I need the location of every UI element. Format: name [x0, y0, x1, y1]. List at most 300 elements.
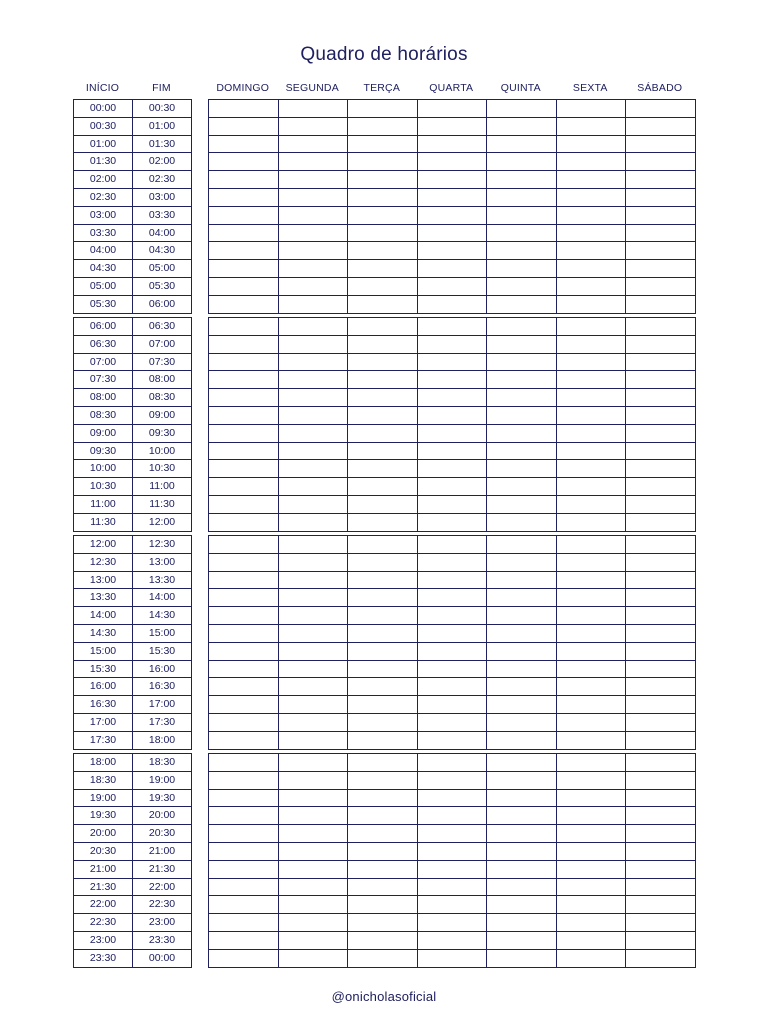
- schedule-cell[interactable]: [209, 496, 279, 514]
- schedule-cell[interactable]: [348, 443, 418, 461]
- schedule-cell[interactable]: [279, 950, 349, 968]
- schedule-cell[interactable]: [209, 790, 279, 808]
- schedule-cell[interactable]: [557, 732, 627, 750]
- schedule-cell[interactable]: [626, 914, 696, 932]
- schedule-cell[interactable]: [487, 843, 557, 861]
- schedule-cell[interactable]: [209, 879, 279, 897]
- schedule-cell[interactable]: [209, 932, 279, 950]
- schedule-cell[interactable]: [348, 754, 418, 772]
- schedule-cell[interactable]: [418, 732, 488, 750]
- schedule-cell[interactable]: [557, 572, 627, 590]
- schedule-cell[interactable]: [557, 790, 627, 808]
- schedule-cell[interactable]: [626, 207, 696, 225]
- schedule-cell[interactable]: [209, 296, 279, 314]
- schedule-cell[interactable]: [487, 118, 557, 136]
- schedule-cell[interactable]: [626, 460, 696, 478]
- schedule-cell[interactable]: [209, 661, 279, 679]
- schedule-cell[interactable]: [626, 100, 696, 118]
- schedule-cell[interactable]: [557, 407, 627, 425]
- schedule-cell[interactable]: [209, 732, 279, 750]
- schedule-cell[interactable]: [487, 496, 557, 514]
- schedule-cell[interactable]: [418, 296, 488, 314]
- schedule-cell[interactable]: [487, 171, 557, 189]
- schedule-cell[interactable]: [626, 296, 696, 314]
- schedule-cell[interactable]: [487, 389, 557, 407]
- schedule-cell[interactable]: [487, 625, 557, 643]
- schedule-cell[interactable]: [209, 425, 279, 443]
- schedule-cell[interactable]: [209, 950, 279, 968]
- schedule-cell[interactable]: [209, 536, 279, 554]
- schedule-cell[interactable]: [209, 914, 279, 932]
- schedule-cell[interactable]: [279, 514, 349, 532]
- schedule-cell[interactable]: [557, 278, 627, 296]
- schedule-cell[interactable]: [348, 118, 418, 136]
- schedule-cell[interactable]: [348, 371, 418, 389]
- schedule-cell[interactable]: [279, 754, 349, 772]
- schedule-cell[interactable]: [279, 100, 349, 118]
- schedule-cell[interactable]: [418, 661, 488, 679]
- schedule-cell[interactable]: [279, 296, 349, 314]
- schedule-cell[interactable]: [487, 153, 557, 171]
- schedule-cell[interactable]: [418, 478, 488, 496]
- schedule-cell[interactable]: [626, 589, 696, 607]
- schedule-cell[interactable]: [626, 861, 696, 879]
- schedule-cell[interactable]: [626, 278, 696, 296]
- schedule-cell[interactable]: [557, 825, 627, 843]
- schedule-cell[interactable]: [557, 879, 627, 897]
- schedule-cell[interactable]: [209, 754, 279, 772]
- schedule-cell[interactable]: [626, 225, 696, 243]
- schedule-cell[interactable]: [279, 242, 349, 260]
- schedule-cell[interactable]: [209, 625, 279, 643]
- schedule-cell[interactable]: [209, 607, 279, 625]
- schedule-cell[interactable]: [487, 460, 557, 478]
- schedule-cell[interactable]: [557, 589, 627, 607]
- schedule-cell[interactable]: [487, 536, 557, 554]
- schedule-cell[interactable]: [557, 100, 627, 118]
- schedule-cell[interactable]: [279, 696, 349, 714]
- schedule-cell[interactable]: [209, 407, 279, 425]
- schedule-cell[interactable]: [209, 772, 279, 790]
- schedule-cell[interactable]: [418, 318, 488, 336]
- schedule-cell[interactable]: [626, 754, 696, 772]
- schedule-cell[interactable]: [557, 896, 627, 914]
- schedule-cell[interactable]: [626, 678, 696, 696]
- schedule-cell[interactable]: [209, 136, 279, 154]
- schedule-cell[interactable]: [209, 336, 279, 354]
- schedule-cell[interactable]: [418, 371, 488, 389]
- schedule-cell[interactable]: [626, 643, 696, 661]
- schedule-cell[interactable]: [348, 242, 418, 260]
- schedule-cell[interactable]: [487, 950, 557, 968]
- schedule-cell[interactable]: [348, 589, 418, 607]
- schedule-cell[interactable]: [209, 171, 279, 189]
- schedule-cell[interactable]: [418, 861, 488, 879]
- schedule-cell[interactable]: [418, 643, 488, 661]
- schedule-cell[interactable]: [557, 843, 627, 861]
- schedule-cell[interactable]: [279, 318, 349, 336]
- schedule-cell[interactable]: [348, 354, 418, 372]
- schedule-cell[interactable]: [279, 460, 349, 478]
- schedule-cell[interactable]: [557, 914, 627, 932]
- schedule-cell[interactable]: [626, 896, 696, 914]
- schedule-cell[interactable]: [487, 772, 557, 790]
- schedule-cell[interactable]: [487, 354, 557, 372]
- schedule-cell[interactable]: [418, 225, 488, 243]
- schedule-cell[interactable]: [557, 225, 627, 243]
- schedule-cell[interactable]: [348, 914, 418, 932]
- schedule-cell[interactable]: [418, 153, 488, 171]
- schedule-cell[interactable]: [557, 696, 627, 714]
- schedule-cell[interactable]: [209, 242, 279, 260]
- schedule-cell[interactable]: [557, 678, 627, 696]
- schedule-cell[interactable]: [418, 896, 488, 914]
- schedule-cell[interactable]: [418, 625, 488, 643]
- schedule-cell[interactable]: [348, 514, 418, 532]
- schedule-cell[interactable]: [279, 354, 349, 372]
- schedule-cell[interactable]: [418, 443, 488, 461]
- schedule-cell[interactable]: [279, 407, 349, 425]
- schedule-cell[interactable]: [626, 336, 696, 354]
- schedule-cell[interactable]: [348, 843, 418, 861]
- schedule-cell[interactable]: [557, 153, 627, 171]
- schedule-cell[interactable]: [348, 607, 418, 625]
- schedule-cell[interactable]: [209, 572, 279, 590]
- schedule-cell[interactable]: [209, 896, 279, 914]
- schedule-cell[interactable]: [279, 932, 349, 950]
- schedule-cell[interactable]: [348, 478, 418, 496]
- schedule-cell[interactable]: [626, 354, 696, 372]
- schedule-cell[interactable]: [487, 371, 557, 389]
- schedule-cell[interactable]: [348, 678, 418, 696]
- schedule-cell[interactable]: [348, 825, 418, 843]
- schedule-cell[interactable]: [487, 643, 557, 661]
- schedule-cell[interactable]: [626, 389, 696, 407]
- schedule-cell[interactable]: [557, 754, 627, 772]
- schedule-cell[interactable]: [279, 189, 349, 207]
- schedule-cell[interactable]: [348, 100, 418, 118]
- schedule-cell[interactable]: [279, 914, 349, 932]
- schedule-cell[interactable]: [418, 843, 488, 861]
- schedule-cell[interactable]: [626, 171, 696, 189]
- schedule-cell[interactable]: [557, 714, 627, 732]
- schedule-cell[interactable]: [626, 514, 696, 532]
- schedule-cell[interactable]: [209, 554, 279, 572]
- schedule-cell[interactable]: [279, 625, 349, 643]
- schedule-cell[interactable]: [626, 661, 696, 679]
- schedule-cell[interactable]: [626, 932, 696, 950]
- schedule-cell[interactable]: [279, 643, 349, 661]
- schedule-cell[interactable]: [487, 696, 557, 714]
- schedule-cell[interactable]: [557, 443, 627, 461]
- schedule-cell[interactable]: [418, 714, 488, 732]
- schedule-cell[interactable]: [487, 336, 557, 354]
- schedule-cell[interactable]: [626, 772, 696, 790]
- schedule-cell[interactable]: [557, 171, 627, 189]
- schedule-cell[interactable]: [418, 136, 488, 154]
- schedule-cell[interactable]: [487, 318, 557, 336]
- schedule-cell[interactable]: [348, 861, 418, 879]
- schedule-cell[interactable]: [209, 260, 279, 278]
- schedule-cell[interactable]: [487, 754, 557, 772]
- schedule-cell[interactable]: [626, 496, 696, 514]
- schedule-cell[interactable]: [209, 278, 279, 296]
- schedule-cell[interactable]: [626, 714, 696, 732]
- schedule-cell[interactable]: [279, 879, 349, 897]
- schedule-cell[interactable]: [279, 807, 349, 825]
- schedule-cell[interactable]: [557, 514, 627, 532]
- schedule-cell[interactable]: [487, 278, 557, 296]
- schedule-cell[interactable]: [209, 318, 279, 336]
- schedule-cell[interactable]: [279, 790, 349, 808]
- schedule-cell[interactable]: [279, 171, 349, 189]
- schedule-cell[interactable]: [557, 496, 627, 514]
- schedule-cell[interactable]: [626, 625, 696, 643]
- schedule-cell[interactable]: [557, 460, 627, 478]
- schedule-cell[interactable]: [626, 536, 696, 554]
- schedule-cell[interactable]: [626, 554, 696, 572]
- schedule-cell[interactable]: [626, 478, 696, 496]
- schedule-cell[interactable]: [626, 572, 696, 590]
- schedule-cell[interactable]: [209, 714, 279, 732]
- schedule-cell[interactable]: [348, 460, 418, 478]
- schedule-cell[interactable]: [348, 732, 418, 750]
- schedule-cell[interactable]: [348, 714, 418, 732]
- schedule-cell[interactable]: [209, 153, 279, 171]
- schedule-cell[interactable]: [348, 407, 418, 425]
- schedule-cell[interactable]: [279, 207, 349, 225]
- schedule-cell[interactable]: [279, 118, 349, 136]
- schedule-cell[interactable]: [209, 225, 279, 243]
- schedule-cell[interactable]: [557, 554, 627, 572]
- schedule-cell[interactable]: [279, 336, 349, 354]
- schedule-cell[interactable]: [348, 643, 418, 661]
- schedule-cell[interactable]: [348, 661, 418, 679]
- schedule-cell[interactable]: [557, 260, 627, 278]
- schedule-cell[interactable]: [418, 772, 488, 790]
- schedule-cell[interactable]: [487, 896, 557, 914]
- schedule-cell[interactable]: [209, 189, 279, 207]
- schedule-cell[interactable]: [487, 296, 557, 314]
- schedule-cell[interactable]: [418, 754, 488, 772]
- schedule-cell[interactable]: [626, 242, 696, 260]
- schedule-cell[interactable]: [348, 189, 418, 207]
- schedule-cell[interactable]: [279, 225, 349, 243]
- schedule-cell[interactable]: [557, 425, 627, 443]
- schedule-cell[interactable]: [348, 296, 418, 314]
- schedule-cell[interactable]: [348, 278, 418, 296]
- schedule-cell[interactable]: [626, 950, 696, 968]
- schedule-cell[interactable]: [279, 425, 349, 443]
- schedule-cell[interactable]: [557, 118, 627, 136]
- schedule-cell[interactable]: [418, 389, 488, 407]
- schedule-cell[interactable]: [418, 825, 488, 843]
- schedule-cell[interactable]: [348, 932, 418, 950]
- schedule-cell[interactable]: [487, 879, 557, 897]
- schedule-cell[interactable]: [279, 843, 349, 861]
- schedule-cell[interactable]: [418, 879, 488, 897]
- schedule-cell[interactable]: [487, 260, 557, 278]
- schedule-cell[interactable]: [348, 318, 418, 336]
- schedule-cell[interactable]: [209, 825, 279, 843]
- schedule-cell[interactable]: [348, 896, 418, 914]
- schedule-cell[interactable]: [557, 478, 627, 496]
- schedule-cell[interactable]: [418, 914, 488, 932]
- schedule-cell[interactable]: [626, 136, 696, 154]
- schedule-cell[interactable]: [418, 554, 488, 572]
- schedule-cell[interactable]: [418, 189, 488, 207]
- schedule-cell[interactable]: [279, 572, 349, 590]
- schedule-cell[interactable]: [626, 189, 696, 207]
- schedule-cell[interactable]: [557, 950, 627, 968]
- schedule-cell[interactable]: [418, 514, 488, 532]
- schedule-cell[interactable]: [487, 225, 557, 243]
- schedule-cell[interactable]: [487, 790, 557, 808]
- schedule-cell[interactable]: [209, 207, 279, 225]
- schedule-cell[interactable]: [626, 843, 696, 861]
- schedule-cell[interactable]: [279, 478, 349, 496]
- schedule-cell[interactable]: [418, 336, 488, 354]
- schedule-cell[interactable]: [418, 118, 488, 136]
- schedule-cell[interactable]: [348, 790, 418, 808]
- schedule-cell[interactable]: [348, 625, 418, 643]
- schedule-cell[interactable]: [209, 678, 279, 696]
- schedule-cell[interactable]: [418, 932, 488, 950]
- schedule-cell[interactable]: [418, 407, 488, 425]
- schedule-cell[interactable]: [487, 100, 557, 118]
- schedule-cell[interactable]: [348, 207, 418, 225]
- schedule-cell[interactable]: [209, 843, 279, 861]
- schedule-cell[interactable]: [418, 678, 488, 696]
- schedule-cell[interactable]: [209, 100, 279, 118]
- schedule-cell[interactable]: [418, 696, 488, 714]
- schedule-cell[interactable]: [209, 514, 279, 532]
- schedule-cell[interactable]: [418, 100, 488, 118]
- schedule-cell[interactable]: [626, 443, 696, 461]
- schedule-cell[interactable]: [209, 460, 279, 478]
- schedule-cell[interactable]: [487, 425, 557, 443]
- schedule-cell[interactable]: [279, 536, 349, 554]
- schedule-cell[interactable]: [279, 153, 349, 171]
- schedule-cell[interactable]: [487, 914, 557, 932]
- schedule-cell[interactable]: [348, 554, 418, 572]
- schedule-cell[interactable]: [557, 371, 627, 389]
- schedule-cell[interactable]: [348, 336, 418, 354]
- schedule-cell[interactable]: [348, 496, 418, 514]
- schedule-cell[interactable]: [626, 118, 696, 136]
- schedule-cell[interactable]: [348, 807, 418, 825]
- schedule-cell[interactable]: [557, 772, 627, 790]
- schedule-cell[interactable]: [418, 354, 488, 372]
- schedule-cell[interactable]: [418, 589, 488, 607]
- schedule-cell[interactable]: [487, 932, 557, 950]
- schedule-cell[interactable]: [348, 136, 418, 154]
- schedule-cell[interactable]: [279, 136, 349, 154]
- schedule-cell[interactable]: [279, 389, 349, 407]
- schedule-cell[interactable]: [487, 825, 557, 843]
- schedule-cell[interactable]: [348, 696, 418, 714]
- schedule-cell[interactable]: [279, 278, 349, 296]
- schedule-cell[interactable]: [418, 278, 488, 296]
- schedule-cell[interactable]: [279, 732, 349, 750]
- schedule-cell[interactable]: [279, 607, 349, 625]
- schedule-cell[interactable]: [418, 950, 488, 968]
- schedule-cell[interactable]: [557, 136, 627, 154]
- schedule-cell[interactable]: [626, 318, 696, 336]
- schedule-cell[interactable]: [279, 825, 349, 843]
- schedule-cell[interactable]: [348, 879, 418, 897]
- schedule-cell[interactable]: [348, 171, 418, 189]
- schedule-cell[interactable]: [418, 171, 488, 189]
- schedule-cell[interactable]: [487, 607, 557, 625]
- schedule-cell[interactable]: [557, 336, 627, 354]
- schedule-cell[interactable]: [279, 589, 349, 607]
- schedule-cell[interactable]: [279, 661, 349, 679]
- schedule-cell[interactable]: [418, 607, 488, 625]
- schedule-cell[interactable]: [487, 572, 557, 590]
- schedule-cell[interactable]: [626, 153, 696, 171]
- schedule-cell[interactable]: [557, 932, 627, 950]
- schedule-cell[interactable]: [418, 207, 488, 225]
- schedule-cell[interactable]: [626, 696, 696, 714]
- schedule-cell[interactable]: [487, 554, 557, 572]
- schedule-cell[interactable]: [626, 371, 696, 389]
- schedule-cell[interactable]: [487, 207, 557, 225]
- schedule-cell[interactable]: [209, 118, 279, 136]
- schedule-cell[interactable]: [279, 772, 349, 790]
- schedule-cell[interactable]: [348, 225, 418, 243]
- schedule-cell[interactable]: [557, 625, 627, 643]
- schedule-cell[interactable]: [279, 678, 349, 696]
- schedule-cell[interactable]: [209, 478, 279, 496]
- schedule-cell[interactable]: [279, 554, 349, 572]
- schedule-cell[interactable]: [209, 354, 279, 372]
- schedule-cell[interactable]: [626, 607, 696, 625]
- schedule-cell[interactable]: [348, 260, 418, 278]
- schedule-cell[interactable]: [418, 425, 488, 443]
- schedule-cell[interactable]: [418, 572, 488, 590]
- schedule-cell[interactable]: [557, 242, 627, 260]
- schedule-cell[interactable]: [348, 389, 418, 407]
- schedule-cell[interactable]: [487, 478, 557, 496]
- schedule-cell[interactable]: [209, 371, 279, 389]
- schedule-cell[interactable]: [348, 772, 418, 790]
- schedule-cell[interactable]: [348, 425, 418, 443]
- schedule-cell[interactable]: [487, 732, 557, 750]
- schedule-cell[interactable]: [279, 443, 349, 461]
- schedule-cell[interactable]: [279, 260, 349, 278]
- schedule-cell[interactable]: [557, 607, 627, 625]
- schedule-cell[interactable]: [209, 643, 279, 661]
- schedule-cell[interactable]: [626, 825, 696, 843]
- schedule-cell[interactable]: [557, 536, 627, 554]
- schedule-cell[interactable]: [626, 425, 696, 443]
- schedule-cell[interactable]: [279, 714, 349, 732]
- schedule-cell[interactable]: [279, 896, 349, 914]
- schedule-cell[interactable]: [557, 354, 627, 372]
- schedule-cell[interactable]: [626, 732, 696, 750]
- schedule-cell[interactable]: [487, 661, 557, 679]
- schedule-cell[interactable]: [487, 678, 557, 696]
- schedule-cell[interactable]: [557, 318, 627, 336]
- schedule-cell[interactable]: [209, 389, 279, 407]
- schedule-cell[interactable]: [557, 296, 627, 314]
- schedule-cell[interactable]: [348, 153, 418, 171]
- schedule-cell[interactable]: [348, 572, 418, 590]
- schedule-cell[interactable]: [418, 496, 488, 514]
- schedule-cell[interactable]: [418, 807, 488, 825]
- schedule-cell[interactable]: [626, 407, 696, 425]
